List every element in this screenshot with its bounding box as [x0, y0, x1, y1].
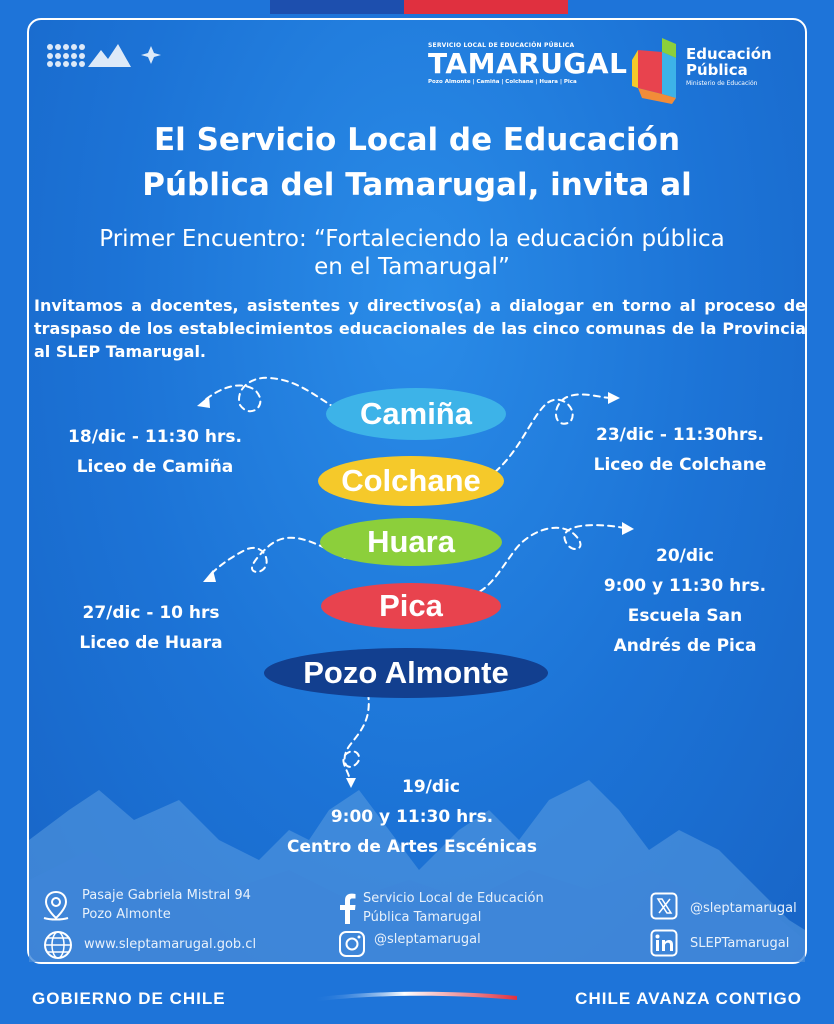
edu-logo-subtitle: Ministerio de Educación [686, 80, 758, 87]
facebook-icon[interactable] [338, 892, 356, 924]
pill-pica [321, 583, 501, 629]
logo-top-text: SERVICIO LOCAL DE EDUCACIÓN PÚBLICA [428, 42, 575, 49]
pill-huara-label: Huara [367, 524, 455, 559]
event-pica-time: 9:00 y 11:30 hrs. [603, 576, 767, 596]
facebook-line2: Pública Tamarugal [363, 910, 482, 925]
title-line1: El Servicio Local de Educación [153, 122, 681, 158]
event-huara [40, 598, 262, 658]
pill-huara [320, 518, 502, 566]
location-pin-icon [42, 890, 70, 922]
pill-colchane-label: Colchane [341, 463, 481, 498]
decorative-shapes-icon [46, 42, 171, 68]
facebook-line1: Servicio Local de Educación [363, 891, 544, 906]
facebook-label[interactable] [363, 889, 544, 927]
pill-camina-label: Camiña [360, 396, 472, 431]
instagram-handle[interactable]: @sleptamarugal [374, 932, 481, 947]
subtitle-line1: Primer Encuentro: “Fortaleciendo la educación pública [99, 226, 725, 252]
address [82, 886, 251, 924]
educacion-publica-logo [632, 38, 782, 108]
pill-pozo-almonte [264, 648, 548, 698]
edu-logo-line2: Pública [686, 61, 748, 79]
invitation-text: Invitamos a docentes, asistentes y directivos(a) a dialogar en torno al proceso de traspaso de los establecimientos educacionales de las cinco comunas de la Provincia al SLEP Tamarugal. [34, 296, 806, 361]
edu-logo-line1: Educación [686, 45, 772, 63]
event-pica-place1: Escuela San [627, 606, 743, 626]
linkedin-icon[interactable] [650, 929, 678, 957]
pill-pozo-label: Pozo Almonte [303, 655, 509, 690]
address-line2: Pozo Almonte [82, 907, 171, 922]
event-huara-date: 27/dic - 10 hrs [82, 603, 220, 623]
chile-avanza-contigo: CHILE AVANZA CONTIGO [575, 989, 802, 1008]
event-camina-date: 18/dic - 11:30 hrs. [68, 427, 242, 447]
pill-pica-label: Pica [379, 588, 443, 623]
title-line2: Pública del Tamarugal, invita al [142, 167, 692, 203]
logo-communes: Pozo Almonte | Camiña | Colchane | Huara | Pica [428, 79, 577, 85]
event-huara-place: Liceo de Huara [79, 633, 223, 653]
gobierno-de-chile: GOBIERNO DE CHILE [32, 989, 226, 1008]
event-pozo-date: 19/dic [402, 777, 460, 797]
pill-colchane [318, 456, 504, 506]
instagram-icon[interactable] [338, 930, 366, 958]
event-pozo-time: 9:00 y 11:30 hrs. [330, 807, 494, 827]
pill-camina [326, 388, 506, 440]
event-colchane [570, 420, 790, 480]
event-pica [580, 541, 790, 661]
top-flag-bar [0, 0, 834, 14]
event-pica-date: 20/dic [656, 546, 714, 566]
event-camina-place: Liceo de Camiña [76, 457, 234, 477]
subtitle [0, 225, 824, 281]
edu-logo-mark-icon [632, 38, 682, 104]
event-pozo-almonte [262, 772, 562, 862]
flag-stripe-decoration [312, 988, 517, 1002]
linkedin-handle[interactable]: SLEPTamarugal [690, 936, 790, 951]
globe-icon [43, 930, 73, 960]
website-link[interactable]: www.sleptamarugal.gob.cl [84, 937, 257, 952]
event-colchane-place: Liceo de Colchane [593, 455, 767, 475]
x-handle[interactable]: @sleptamarugal [690, 901, 797, 916]
subtitle-line2: en el Tamarugal” [314, 254, 510, 280]
tamarugal-logo [428, 42, 628, 98]
event-colchane-date: 23/dic - 11:30hrs. [595, 425, 764, 445]
x-twitter-icon[interactable] [650, 892, 678, 920]
edu-logo-title [686, 46, 772, 78]
event-pozo-place: Centro de Artes Escénicas [286, 837, 537, 857]
event-pica-place2: Andrés de Pica [613, 636, 757, 656]
logo-name: TAMARUGAL [428, 47, 628, 80]
address-line1: Pasaje Gabriela Mistral 94 [82, 888, 251, 903]
event-camina [40, 422, 270, 482]
